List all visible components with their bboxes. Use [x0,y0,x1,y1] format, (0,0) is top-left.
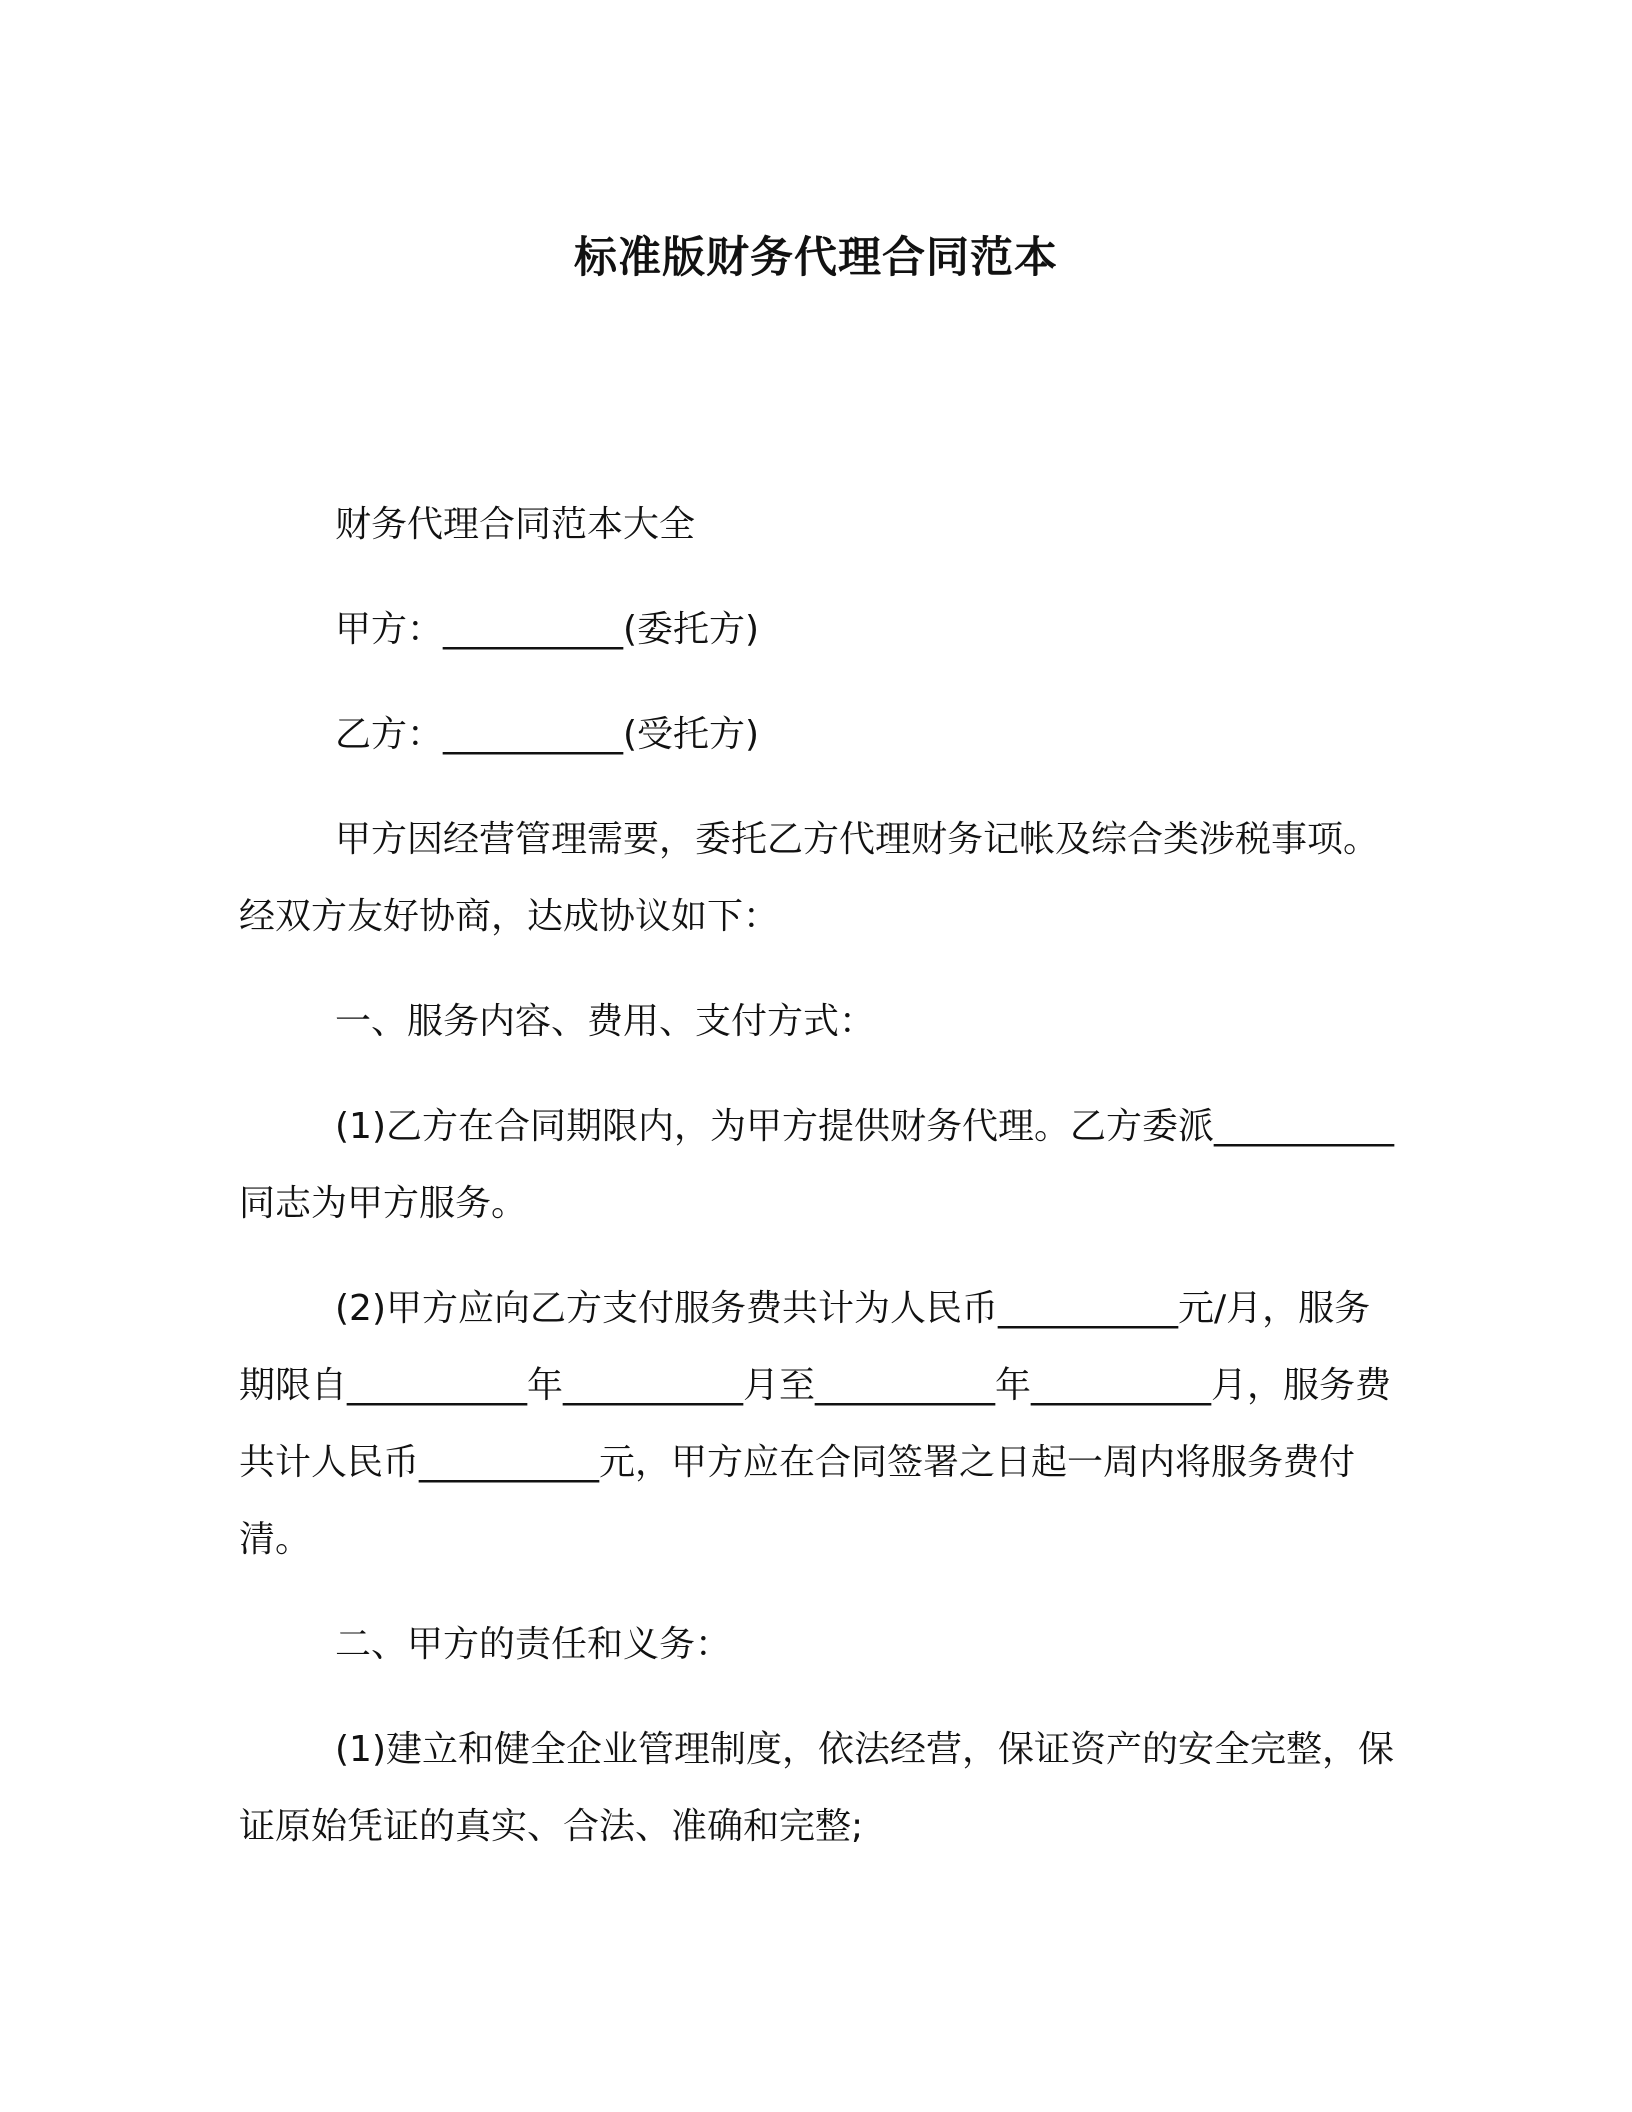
party-a-paragraph: 甲方：__________(委托方) [335,609,760,650]
clause-1-1-paragraph: (1)乙方在合同期限内，为甲方提供财务代理。乙方委派__________同志为甲方服务。 [239,1106,1394,1224]
subtitle-paragraph: 财务代理合同范本大全 [335,504,696,545]
section-2-heading: 二、甲方的责任和义务： [335,1624,732,1665]
clause-2-1-paragraph: (1)建立和健全企业管理制度，依法经营，保证资产的安全完整，保证原始凭证的真实、合法、准确和完整; [239,1729,1394,1847]
section-1-heading: 一、服务内容、费用、支付方式： [335,1001,876,1042]
intro-paragraph: 甲方因经营管理需要，委托乙方代理财务记帐及综合类涉税事项。经双方友好协商，达成协议如下： [239,819,1380,937]
document-body [239,486,1394,1893]
clause-1-2-paragraph: (2)甲方应向乙方支付服务费共计为人民币__________元/月，服务期限自__________年__________月至__________年__________月，服务费共计人民币__________元，甲方应在合同签署之日起一周内将服务费付清。 [239,1288,1392,1560]
document-title: 标准版财务代理合同范本 [574,233,1058,283]
party-b-paragraph: 乙方：__________(受托方) [335,714,760,755]
